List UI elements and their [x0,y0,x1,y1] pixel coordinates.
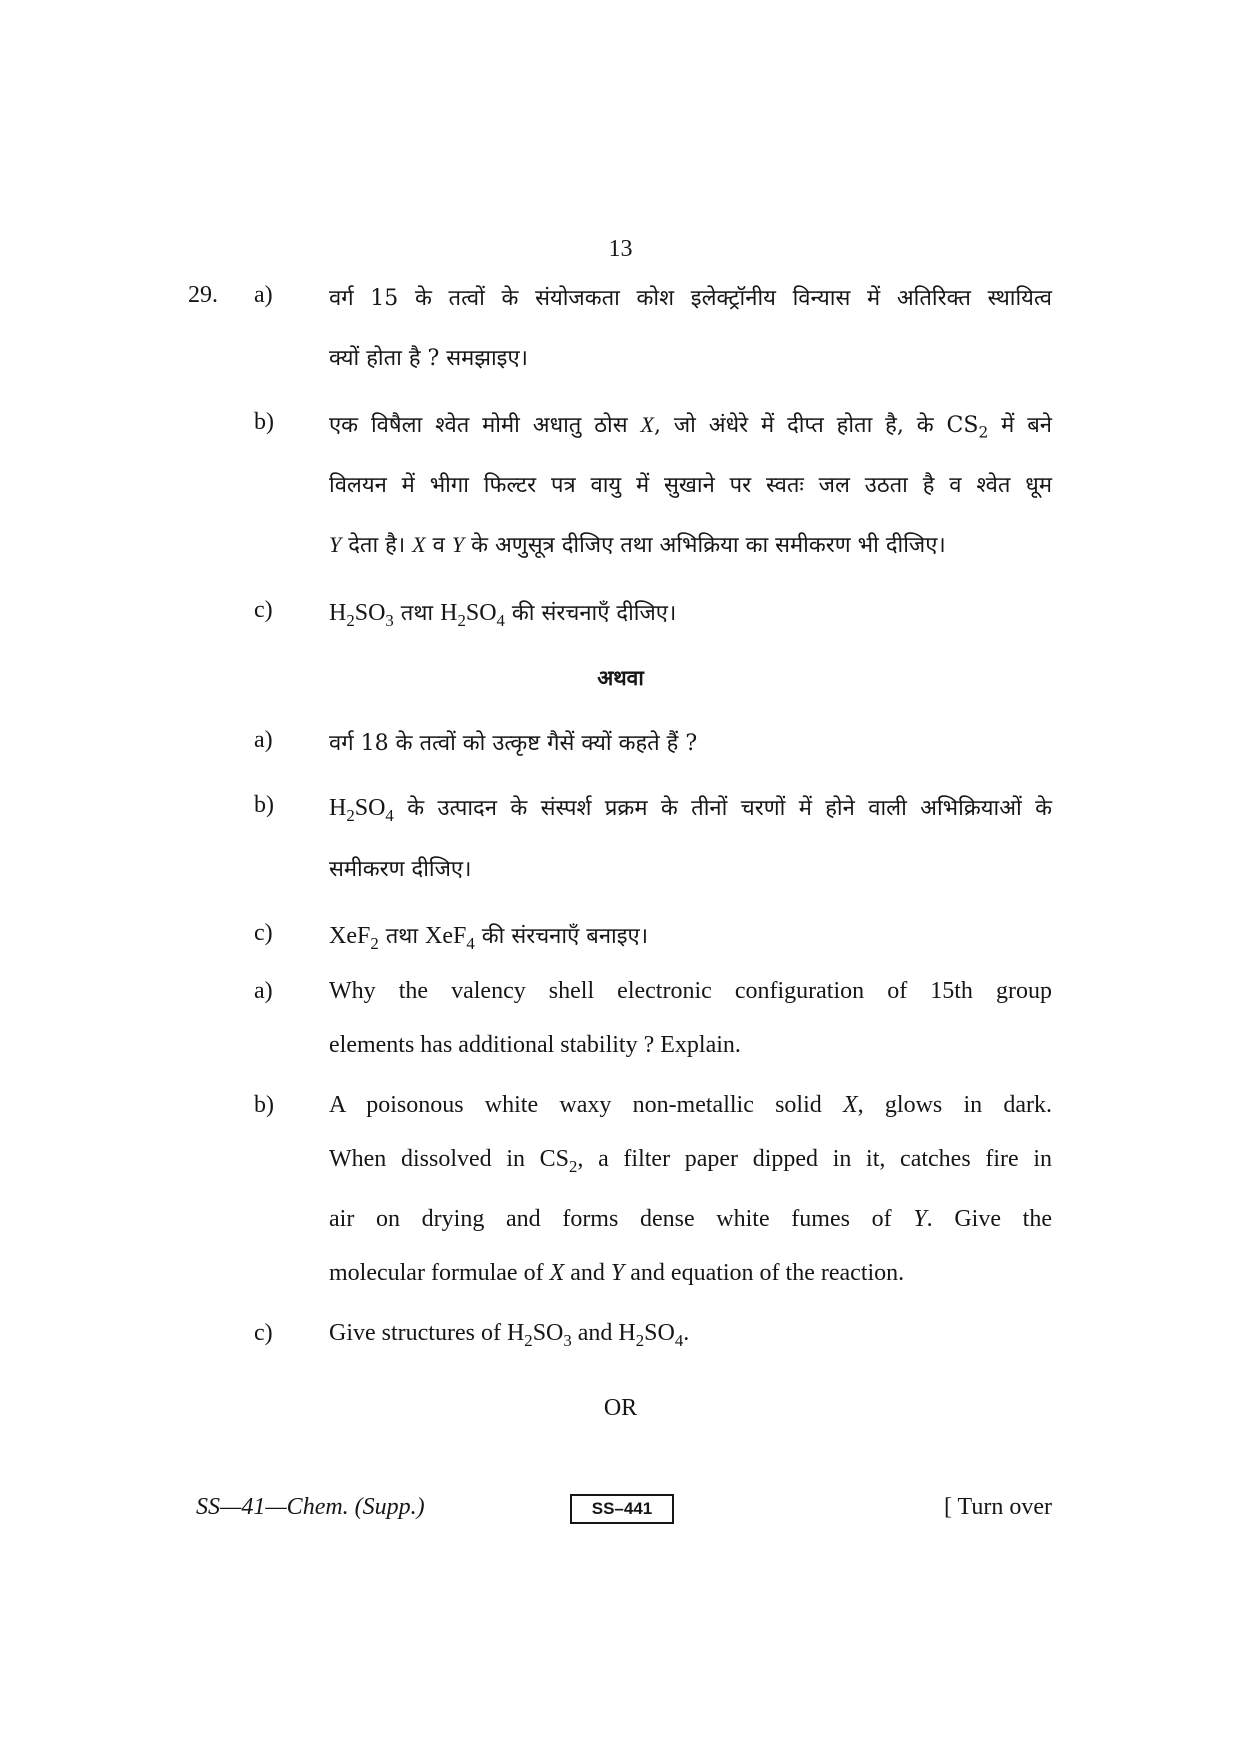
hi-b-label: b) [254,409,274,435]
or-heading: OR [603,1395,638,1421]
hi-b-line3-a: देता है। [341,533,413,558]
en-b-line3: air on drying and forms dense white fumes of Y. Give the [329,1206,1052,1232]
hi-a-line2: क्यों होता है ? समझाइए। [329,346,528,371]
var-x: X [843,1092,858,1118]
en-b-line2: When dissolved in $CS_2$, a filter paper dipped in it, catches fire in [329,1146,1052,1176]
hi-b-line3-b: व [425,533,452,558]
formula-xef4: XeF$_4$ [425,923,475,953]
en-b-label: b) [254,1092,274,1118]
en-a-label: a) [254,978,273,1004]
subscript: 2 [569,1156,578,1176]
hi2-b-line1-post: के उत्पादन के संस्पर्श प्रक्रम के तीनों चरणों में होने वाली अभिक्रियाओं के [393,796,1052,821]
hi2-c-mid: तथा [378,924,426,949]
hi-b-line3 [329,529,1052,559]
athva-heading: अथवा [597,665,644,690]
en-a-line1: Why the valency shell electronic configuration of 15th group [329,978,1052,1004]
var-y: Y [913,1206,927,1232]
footer-box-code: SS–441 [570,1494,674,1524]
en-c-label: c) [254,1320,273,1346]
formula-h2so3: $H_2SO_3$ [506,1320,572,1350]
hi-b-line1-mid: , जो अंधेरे में दीप्त होता है, के CS [653,413,979,438]
en-a-line2: elements has additional stability ? Explain. [329,1032,741,1058]
en-b-line4: molecular formulae of X and Y and equation of the reaction. [329,1260,905,1286]
formula-h2so3: $H_2SO_3$ [329,600,394,630]
hi2-b-line1 [329,792,1052,825]
hi-b-line3-c: के अणुसूत्र दीजिए तथा अभिक्रिया का समीकरण भी दीजिए। [464,533,946,558]
var-x: X [412,532,426,557]
subscript: 2 [978,423,989,442]
hi-c-label: c) [254,597,273,623]
formula-h2so4: $H_2SO_4$ [329,795,394,825]
var-x: X [549,1260,565,1286]
hi-c-end: की संरचनाएँ दीजिए। [504,601,677,626]
hi2-c-end: की संरचनाएँ बनाइए। [474,924,649,949]
hi-a-label: a) [254,282,273,308]
hi-b-line2: विलयन में भीगा फिल्टर पत्र वायु में सुखाने पर स्वतः जल उठता है व श्वेत धूम [329,473,1052,498]
hi-a-line1: वर्ग 15 के तत्वों के संयोजकता कोश इलेक्ट्रॉनीय विन्यास में अतिरिक्त स्थायित्व [329,286,1052,311]
var-y: Y [610,1260,625,1286]
question-number: 29. [188,282,218,308]
hi2-a-label: a) [254,727,273,753]
en-b-line1: A poisonous white waxy non-metallic solid X, glows in dark. [329,1092,1053,1118]
footer-paper-code: SS—41—Chem. (Supp.) [196,1494,425,1520]
hi2-c-line [329,920,1052,953]
hi-c-mid: तथा [393,601,441,626]
formula-xef2: XeF$_2$ [329,923,379,953]
hi-b-line1-pre: एक विषैला श्वेत मोमी अधातु ठोस [329,413,641,438]
hi2-b-line2: समीकरण दीजिए। [329,857,472,882]
var-y: Y [329,532,342,557]
hi2-a-line1: वर्ग 18 के तत्वों को उत्कृष्ट गैसें क्यों कहते हैं ? [329,731,698,756]
var-y: Y [451,532,465,557]
formula-h2so4: $H_2SO_4$ [440,600,505,630]
footer-turn-over: [ Turn over [943,1494,1052,1520]
hi-c-line [329,597,1052,630]
page-number: 13 [608,236,633,262]
en-c-line: Give structures of $H_2SO_3$ and $H_2SO_4$. [329,1320,690,1350]
hi-b-line1-post: में बने [988,413,1052,438]
hi2-b-label: b) [254,792,274,818]
hi2-c-label: c) [254,920,273,946]
hi-b-line1 [329,409,1052,442]
var-x: X [640,412,654,437]
formula-h2so4: $H_2SO_4$ [618,1320,684,1350]
